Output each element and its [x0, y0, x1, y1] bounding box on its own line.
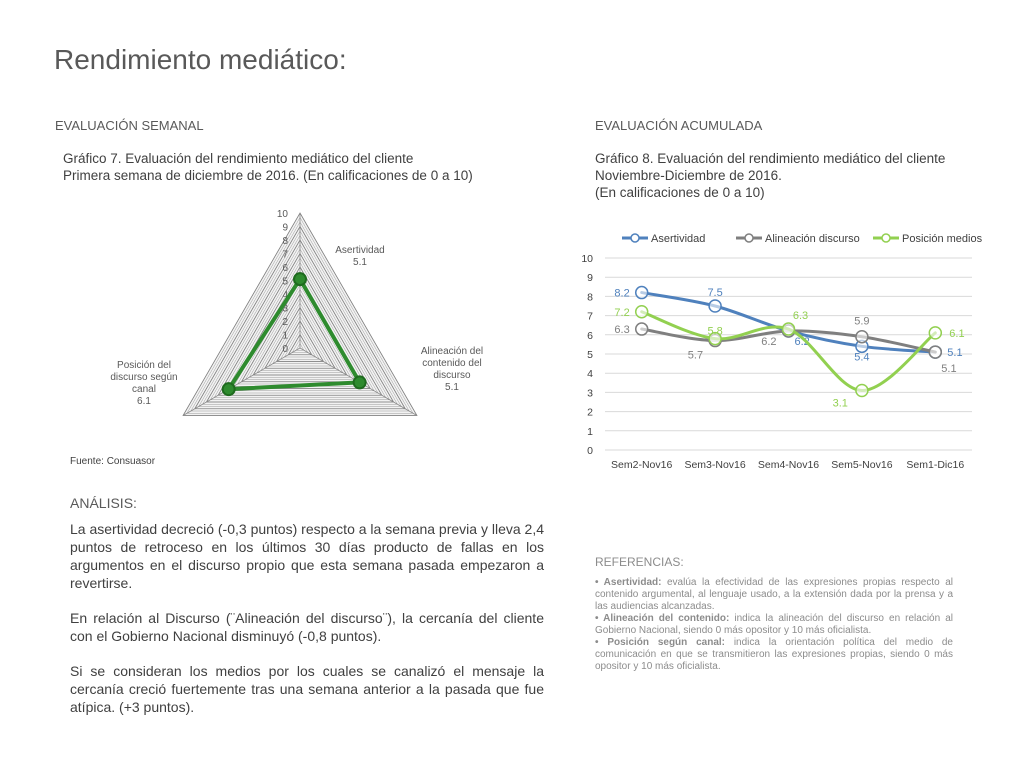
radar-point	[354, 376, 366, 388]
chart8-caption-line2: Noviembre-Diciembre de 2016.	[595, 168, 782, 183]
line-data-label: 8.2	[614, 287, 630, 300]
line-data-label: 7.5	[707, 287, 723, 299]
radar-axis-label-alineacion: Alineación del	[420, 346, 484, 357]
radar-tick-label: 4	[282, 290, 288, 301]
line-data-label: 5.8	[707, 325, 723, 338]
line-data-label: 6.3	[614, 324, 630, 337]
line-point	[709, 300, 721, 312]
chart7-source: Fuente: Consuasor	[70, 456, 156, 467]
line-data-label: 7.2	[614, 306, 630, 319]
radar-axis-label-asertividad: Asertividad	[335, 245, 385, 256]
line-y-tick-label: 2	[587, 406, 593, 419]
analysis-title: ANÁLISIS:	[70, 495, 137, 511]
line-point	[929, 327, 941, 339]
line-y-tick-label: 9	[587, 272, 593, 285]
line-data-label: 5.9	[854, 315, 870, 328]
line-data-label: 5.7	[687, 349, 704, 362]
chart8-caption-line1: Gráfico 8. Evaluación del rendimiento mediático del cliente	[595, 151, 946, 166]
line-chart	[560, 222, 1000, 484]
line-data-label: 6.1	[949, 327, 965, 340]
chart7-caption-line2: Primera semana de diciembre de 2016. (En calificaciones de 0 a 10)	[63, 168, 473, 183]
line-point	[929, 346, 941, 358]
line-x-tick-label: Sem5-Nov16	[831, 459, 893, 471]
reference-posicion: • Posición según canal: indica la orientación política del medio de comunicación en que se transmitieron las expresiones propias, siendo 0 más opositor y 10 más oficialista.	[595, 637, 953, 672]
line-y-tick-label: 4	[587, 368, 593, 381]
legend-entry: Alineación discurso	[765, 233, 860, 245]
line-y-tick-label: 5	[587, 349, 593, 361]
radar-point	[294, 273, 306, 285]
radar-tick-label: 7	[282, 249, 288, 261]
analysis-body	[70, 520, 544, 733]
radar-axis-label-alineacion: 5.1	[445, 382, 459, 393]
line-y-tick-label: 0	[587, 445, 593, 457]
radar-point	[223, 383, 235, 395]
cumulative-section-title: EVALUACIÓN ACUMULADA	[595, 118, 763, 133]
line-data-label: 6.2	[794, 335, 810, 348]
line-point	[636, 306, 648, 318]
radar-tick-label: 5	[282, 276, 288, 288]
line-y-tick-label: 10	[581, 253, 593, 265]
radar-tick-label: 2	[282, 317, 288, 328]
radar-tick-label: 8	[282, 236, 288, 247]
line-x-tick-label: Sem2-Nov16	[611, 459, 673, 471]
analysis-paragraph-2: En relación al Discurso (¨Alineación del discurso¨), la cercanía del cliente con el Gobierno Nacional disminuyó (-0,8 puntos).	[70, 610, 544, 644]
line-data-label: 6.3	[792, 310, 809, 323]
line-point	[783, 323, 795, 335]
references-title: REFERENCIAS:	[595, 555, 684, 569]
line-data-label: 5.1	[947, 347, 963, 360]
radar-axis-label-posicion: discurso según	[110, 372, 178, 383]
line-y-tick-label: 6	[587, 329, 593, 342]
reference-alineacion: • Alineación del contenido: indica la alineación del discurso en relación al Gobierno Nacional, siendo 0 más opositor y 10 más oficialista.	[595, 613, 953, 636]
radar-tick-label: 1	[282, 330, 288, 342]
line-x-tick-label: Sem1-Dic16	[906, 459, 965, 471]
analysis-paragraph-3: Si se consideran los medios por los cuales se canalizó el mensaje la cercanía creció fuertemente tras una semana anterior a la pasada que fue atípica. (+3 puntos).	[70, 663, 544, 715]
line-point	[636, 287, 648, 299]
radar-chart	[60, 200, 530, 450]
line-data-label: 6.2	[761, 335, 777, 348]
chart7-caption-line1: Gráfico 7. Evaluación del rendimiento mediático del cliente	[63, 151, 414, 166]
page-title: Rendimiento mediático:	[54, 44, 347, 75]
line-point	[636, 323, 648, 335]
radar-axis-label-alineacion: discurso	[433, 370, 471, 381]
radar-axis-label-posicion: Posición del	[117, 360, 171, 371]
line-y-tick-label: 3	[587, 387, 593, 400]
radar-tick-label: 0	[282, 344, 288, 355]
line-data-label: 5.4	[854, 351, 870, 364]
line-x-tick-label: Sem3-Nov16	[684, 459, 746, 471]
line-point	[856, 384, 868, 396]
weekly-section-title: EVALUACIÓN SEMANAL	[55, 118, 204, 133]
radar-tick-label: 9	[282, 222, 288, 234]
line-x-tick-label: Sem4-Nov16	[757, 459, 820, 471]
line-y-tick-label: 1	[587, 425, 593, 438]
reference-asertividad: • Asertividad: evalúa la efectividad de las expresiones propias respecto al contenido argumental, al lenguaje usado, a la extensión dada por la prensa y a las audiencias alcanzadas.	[595, 577, 954, 612]
radar-tick-label: 6	[282, 263, 288, 274]
radar-tick-label: 10	[276, 209, 288, 220]
legend-entry: Asertividad	[651, 233, 706, 245]
radar-axis-label-posicion: 6.1	[137, 396, 151, 407]
line-point	[856, 331, 868, 343]
legend-swatch-marker	[745, 234, 753, 242]
chart8-caption-line3: (En calificaciones de 0 a 10)	[595, 185, 765, 200]
radar-axis-label-posicion: canal	[132, 384, 156, 395]
line-data-label: 3.1	[832, 397, 848, 410]
legend-swatch-marker	[882, 234, 890, 242]
analysis-paragraph-1: La asertividad decreció (-0,3 puntos) respecto a la semana previa y lleva 2,4 puntos de retroceso en los últimos 30 días producto de fallas en los argumentos en el discurso propio que esta semana pasada empezaron a revertirse.	[70, 521, 544, 591]
radar-tick-label: 3	[282, 303, 288, 315]
line-y-tick-label: 8	[587, 291, 593, 304]
line-y-tick-label: 7	[587, 310, 593, 323]
references-body	[595, 577, 953, 673]
line-data-label: 5.1	[941, 363, 957, 376]
legend-swatch-marker	[631, 234, 639, 242]
radar-axis-label-asertividad: 5.1	[353, 257, 367, 268]
legend-entry: Posición medios	[902, 233, 983, 245]
radar-axis-label-alineacion: contenido del	[422, 358, 482, 369]
